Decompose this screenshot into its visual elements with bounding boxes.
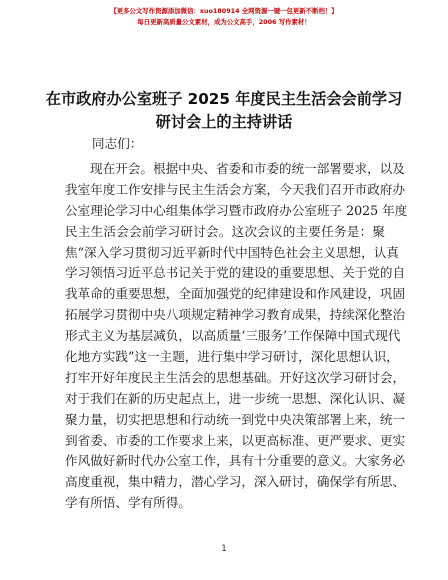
salutation: 同志们： [92, 136, 143, 151]
promo-banner [0, 6, 448, 28]
document-title: 在市政府办公室班子 2025 年度民主生活会会前学习研讨会上的主持讲话 [45, 90, 403, 131]
body-line: 高度重视，集中精力，潜心学习，深入研讨，确保学有所思、 [65, 474, 406, 490]
document-body [65, 159, 408, 514]
body-line: 形式主义为基层减负，以高质量‘三服务’工作保障中国式现代 [65, 328, 401, 344]
body-line: 焦“深入学习贯彻习近平新时代中国特色社会主义思想，认真 [65, 244, 399, 260]
body-line: 现在开会。根据中央、省委和市委的统一部署要求，以及 [90, 161, 405, 176]
body-line: 聚力量，切实把思想和行动统一到党中央决策部署上来，统一 [65, 411, 406, 427]
body-line: 公室理论学习中心组集体学习暨市政府办公室班子 2025 年度 [65, 202, 408, 218]
body-line: 作风做好新时代办公室工作，具有十分重要的意义。大家务必 [65, 453, 406, 469]
promo-banner-line-2: 每日更新高质量公文素材，成为公文高手，2006 写作素材！ [137, 18, 311, 26]
body-line: 打牢开好年度民主生活会的思想基础。开好这次学习研讨会， [65, 369, 406, 385]
body-line: 我革命的重要思想，全面加强党的纪律建设和作风建设，巩固 [65, 286, 406, 302]
promo-banner-line-1: 【更多公文写作资源添加微信：xuo180914 全网资源一键一包更新不断档！】 [110, 7, 338, 15]
body-line: 对于我们在新的历史起点上，进一步统一思想、深化认识、凝 [65, 390, 406, 406]
page-number: 1 [221, 544, 227, 554]
body-line: 拓展学习贯彻中央八项规定精神学习教育成果，持续深化整治 [65, 307, 406, 323]
body-line: 民主生活会会前学习研讨会。这次会议的主要任务是：聚 [65, 223, 385, 239]
body-line: 到省委、市委的工作要求上来，以更高标准、更严要求、更实 [65, 432, 406, 448]
body-line: 学有所悟、学有所得。 [65, 495, 191, 511]
body-line: 化地方实践”这一主题，进行集中学习研讨，深化思想认识， [65, 349, 399, 365]
body-line: 学习领悟习近平总书记关于党的建设的重要思想、关于党的自 [65, 265, 406, 281]
body-line: 我室年度工作安排与民主生活会方案，今天我们召开市政府办 [65, 181, 406, 197]
